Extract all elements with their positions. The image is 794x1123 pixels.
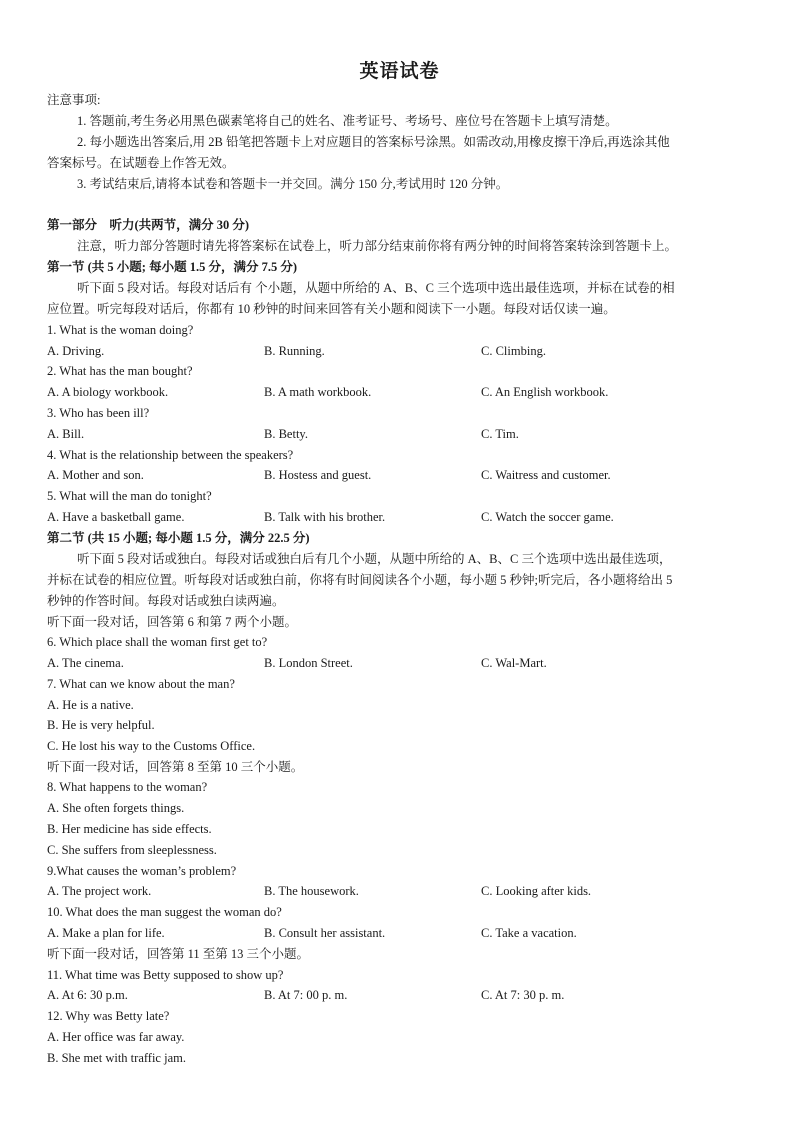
question-12: 12. Why was Betty late? xyxy=(47,1009,170,1023)
option-c: C. An English workbook. xyxy=(481,385,609,399)
question-6: 6. Which place shall the woman first get to? xyxy=(47,635,268,649)
part1-note: 注意，听力部分答题时请先将答案标在试卷上，听力部分结束前你将有两分钟的时间将答案转涂到答题卡上。 xyxy=(77,239,678,253)
option-c: C. At 7: 30 p. m. xyxy=(481,988,565,1002)
question-4: 4. What is the relationship between the speakers? xyxy=(47,448,294,462)
question-3: 3. Who has been ill? xyxy=(47,406,150,420)
section2-instruction: 并标在试卷的相应位置。听每段对话或独白前，你将有时间阅读各个小题，每小题 5 秒钟;听完后，各小题将给出 5 xyxy=(47,573,673,587)
question-5: 5. What will the man do tonight? xyxy=(47,489,212,503)
option-a: A. At 6: 30 p.m. xyxy=(47,988,128,1002)
question-1: 1. What is the woman doing? xyxy=(47,323,194,337)
option-c: C. Climbing. xyxy=(481,344,546,358)
dialogue-intro: 听下面一段对话，回答第 6 和第 7 两个小题。 xyxy=(47,615,298,629)
option-c: C. Take a vacation. xyxy=(481,926,577,940)
option-a: A. She often forgets things. xyxy=(47,801,185,815)
notice-item: 3. 考试结束后,请将本试卷和答题卡一并交回。满分 150 分,考试用时 120 分钟。 xyxy=(77,177,509,191)
notice-item: 1. 答题前,考生务必用黑色碳素笔将自己的姓名、准考证号、考场号、座位号在答题卡上填写清楚。 xyxy=(77,114,618,128)
option-a: A. Have a basketball game. xyxy=(47,510,185,524)
option-a: A. Make a plan for life. xyxy=(47,926,165,940)
option-a: A. A biology workbook. xyxy=(47,385,169,399)
section2-heading: 第二节 (共 15 小题; 每小题 1.5 分，满分 22.5 分) xyxy=(47,531,310,545)
notice-item: 2. 每小题选出答案后,用 2B 铅笔把答题卡上对应题目的答案标号涂黑。如需改动,用橡皮擦干净后,再选涂其他 xyxy=(77,135,670,149)
section1-instruction: 应位置。听完每段对话后，你都有 10 秒钟的时间来回答有关小题和阅读下一小题。每段对话仅读一遍。 xyxy=(47,302,616,316)
notice-item: 答案标号。在试题卷上作答无效。 xyxy=(47,156,235,170)
section2-instruction: 秒钟的作答时间。每段对话或独白读两遍。 xyxy=(47,594,285,608)
option-c: C. Watch the soccer game. xyxy=(481,510,614,524)
option-b: B. Talk with his brother. xyxy=(264,510,386,524)
option-b: B. Betty. xyxy=(264,427,308,441)
option-b: B. London Street. xyxy=(264,656,353,670)
section2-instruction: 听下面 5 段对话或独白。每段对话或独白后有几个小题，从题中所给的 A、B、C 三个选项中选出最佳选项， xyxy=(77,552,672,566)
question-10: 10. What does the man suggest the woman do? xyxy=(47,905,282,919)
option-a: A. The cinema. xyxy=(47,656,124,670)
option-a: A. Mother and son. xyxy=(47,468,144,482)
dialogue-intro: 听下面一段对话，回答第 11 至第 13 三个小题。 xyxy=(47,947,310,961)
option-c: C. Waitress and customer. xyxy=(481,468,611,482)
option-b: B. Running. xyxy=(264,344,325,358)
option-a: A. He is a native. xyxy=(47,698,134,712)
page-title: 英语试卷 xyxy=(359,61,440,82)
part1-heading: 第一部分 听力(共两节，满分 30 分) xyxy=(47,218,250,232)
option-a: A. Bill. xyxy=(47,427,85,441)
option-c: C. Looking after kids. xyxy=(481,884,592,898)
option-a: A. Driving. xyxy=(47,344,105,358)
option-c: C. He lost his way to the Customs Office. xyxy=(47,739,256,753)
option-b: B. She met with traffic jam. xyxy=(47,1051,186,1065)
option-c: C. She suffers from sleeplessness. xyxy=(47,843,217,857)
question-11: 11. What time was Betty supposed to show up? xyxy=(47,968,284,982)
option-b: B. At 7: 00 p. m. xyxy=(264,988,348,1002)
option-b: B. Her medicine has side effects. xyxy=(47,822,212,836)
option-b: B. A math workbook. xyxy=(264,385,372,399)
option-b: B. He is very helpful. xyxy=(47,718,155,732)
question-9: 9.What causes the woman’s problem? xyxy=(47,864,237,878)
section1-instruction: 听下面 5 段对话。每段对话后有 个小题，从题中所给的 A、B、C 三个选项中选出最佳选项，并标在试卷的相 xyxy=(77,281,675,295)
notice-heading: 注意事项: xyxy=(47,93,101,107)
option-b: B. Hostess and guest. xyxy=(264,468,372,482)
question-7: 7. What can we know about the man? xyxy=(47,677,235,691)
question-2: 2. What has the man bought? xyxy=(47,364,193,378)
question-8: 8. What happens to the woman? xyxy=(47,780,208,794)
option-c: C. Tim. xyxy=(481,427,519,441)
option-a: A. Her office was far away. xyxy=(47,1030,185,1044)
option-b: B. The housework. xyxy=(264,884,359,898)
option-a: A. The project work. xyxy=(47,884,152,898)
section1-heading: 第一节 (共 5 小题; 每小题 1.5 分，满分 7.5 分) xyxy=(47,260,297,274)
option-b: B. Consult her assistant. xyxy=(264,926,386,940)
dialogue-intro: 听下面一段对话，回答第 8 至第 10 三个小题。 xyxy=(47,760,304,774)
option-c: C. Wal-Mart. xyxy=(481,656,547,670)
